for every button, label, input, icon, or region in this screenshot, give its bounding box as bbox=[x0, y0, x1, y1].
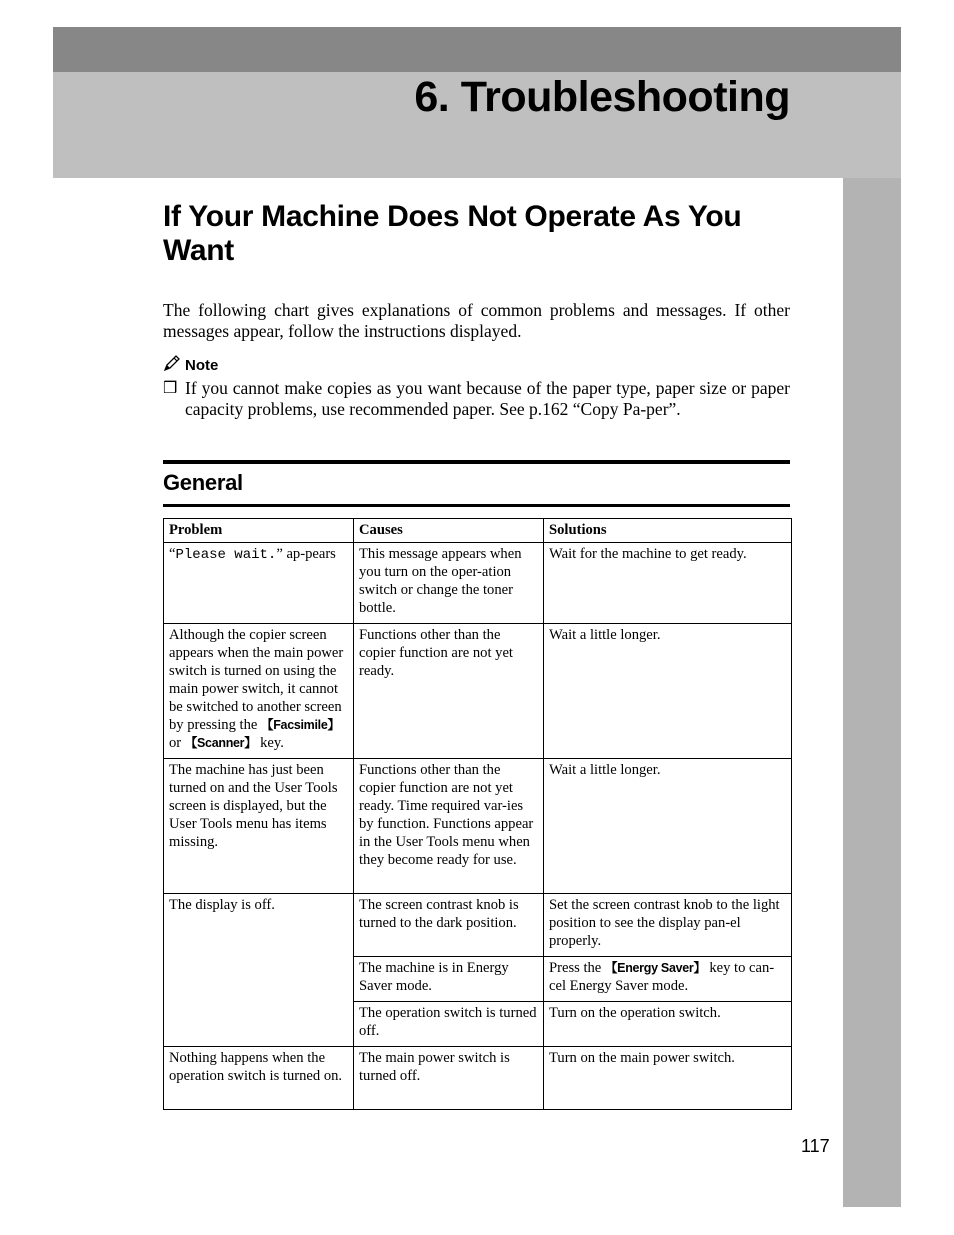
solution-cell: Wait a little longer. bbox=[544, 759, 792, 894]
cause-cell: The main power switch is turned off. bbox=[354, 1047, 544, 1110]
solution-text: Press the bbox=[549, 960, 605, 976]
table-row bbox=[164, 894, 792, 957]
energy-saver-key-label: 【Energy Saver】 bbox=[604, 961, 706, 975]
table-row bbox=[164, 543, 792, 624]
solution-cell: Wait a little longer. bbox=[544, 624, 792, 759]
section-rule-top bbox=[163, 460, 790, 464]
note-heading-label: Note bbox=[185, 356, 219, 374]
solution-cell: Turn on the operation switch. bbox=[544, 1002, 792, 1047]
chapter-side-tab bbox=[843, 178, 901, 1207]
column-header-solutions: Solutions bbox=[544, 519, 792, 543]
problem-cell: The display is off. bbox=[164, 894, 354, 1047]
problem-text: or bbox=[169, 735, 185, 751]
pencil-icon bbox=[163, 354, 181, 376]
table-row bbox=[164, 1047, 792, 1110]
section-title: If Your Machine Does Not Operate As You Want bbox=[163, 200, 742, 267]
note-item bbox=[163, 378, 790, 420]
problem-text: Although the copier screen appears when the main power switch is turned on using the main power switch, it cannot be switched to another screen by pressing the bbox=[169, 627, 344, 733]
facsimile-key-label: 【Facsimile】 bbox=[261, 718, 340, 732]
scanner-key-label: 【Scanner】 bbox=[184, 736, 257, 750]
troubleshooting-table bbox=[163, 518, 792, 1110]
problem-cell: The machine has just been turned on and the User Tools screen is displayed, but the User Tools menu has items missing. bbox=[164, 759, 354, 894]
solution-cell: Wait for the machine to get ready. bbox=[544, 543, 792, 624]
cause-cell: Functions other than the copier function are not yet ready. bbox=[354, 624, 544, 759]
table-row bbox=[164, 759, 792, 894]
note-heading bbox=[163, 354, 218, 376]
message-code: Please wait. bbox=[175, 547, 277, 563]
problem-text: ” ap-pears bbox=[276, 546, 336, 562]
chapter-title: 6. Troubleshooting bbox=[414, 73, 790, 121]
solution-cell bbox=[544, 957, 792, 1002]
cause-cell: The machine is in Energy Saver mode. bbox=[354, 957, 544, 1002]
problem-cell bbox=[164, 624, 354, 759]
cause-cell: Functions other than the copier function are not yet ready. Time required var-ies by function. Functions appear in the User Tools menu when they become ready for use. bbox=[354, 759, 544, 894]
cause-cell: The screen contrast knob is turned to the dark position. bbox=[354, 894, 544, 957]
page-number: 117 bbox=[801, 1136, 830, 1156]
problem-text: “ bbox=[169, 546, 176, 562]
note-item-text: If you cannot make copies as you want because of the paper type, paper size or paper capacity problems, use recommended paper. See p.162 “Copy Pa-per”. bbox=[185, 378, 790, 419]
intro-paragraph: The following chart gives explanations of common problems and messages. If other messages appear, follow the instructions displayed. bbox=[163, 300, 790, 341]
checkbox-bullet-icon: ❒ bbox=[163, 380, 178, 397]
problem-cell bbox=[164, 543, 354, 624]
column-header-problem: Problem bbox=[164, 519, 354, 543]
solution-cell: Set the screen contrast knob to the light position to see the display pan-el properly. bbox=[544, 894, 792, 957]
cause-cell: The operation switch is turned off. bbox=[354, 1002, 544, 1047]
solution-text: key to can-cel Energy Saver mode. bbox=[549, 960, 775, 994]
solution-cell: Turn on the main power switch. bbox=[544, 1047, 792, 1110]
section-rule-bottom bbox=[163, 504, 790, 507]
table-row bbox=[164, 624, 792, 759]
problem-cell: Nothing happens when the operation switch is turned on. bbox=[164, 1047, 354, 1110]
problem-text: key. bbox=[256, 735, 284, 751]
cause-cell: This message appears when you turn on the oper-ation switch or change the toner bottle. bbox=[354, 543, 544, 624]
chapter-header-band-dark bbox=[53, 27, 901, 72]
subsection-title: General bbox=[163, 470, 243, 495]
column-header-causes: Causes bbox=[354, 519, 544, 543]
table-header-row bbox=[164, 519, 792, 543]
